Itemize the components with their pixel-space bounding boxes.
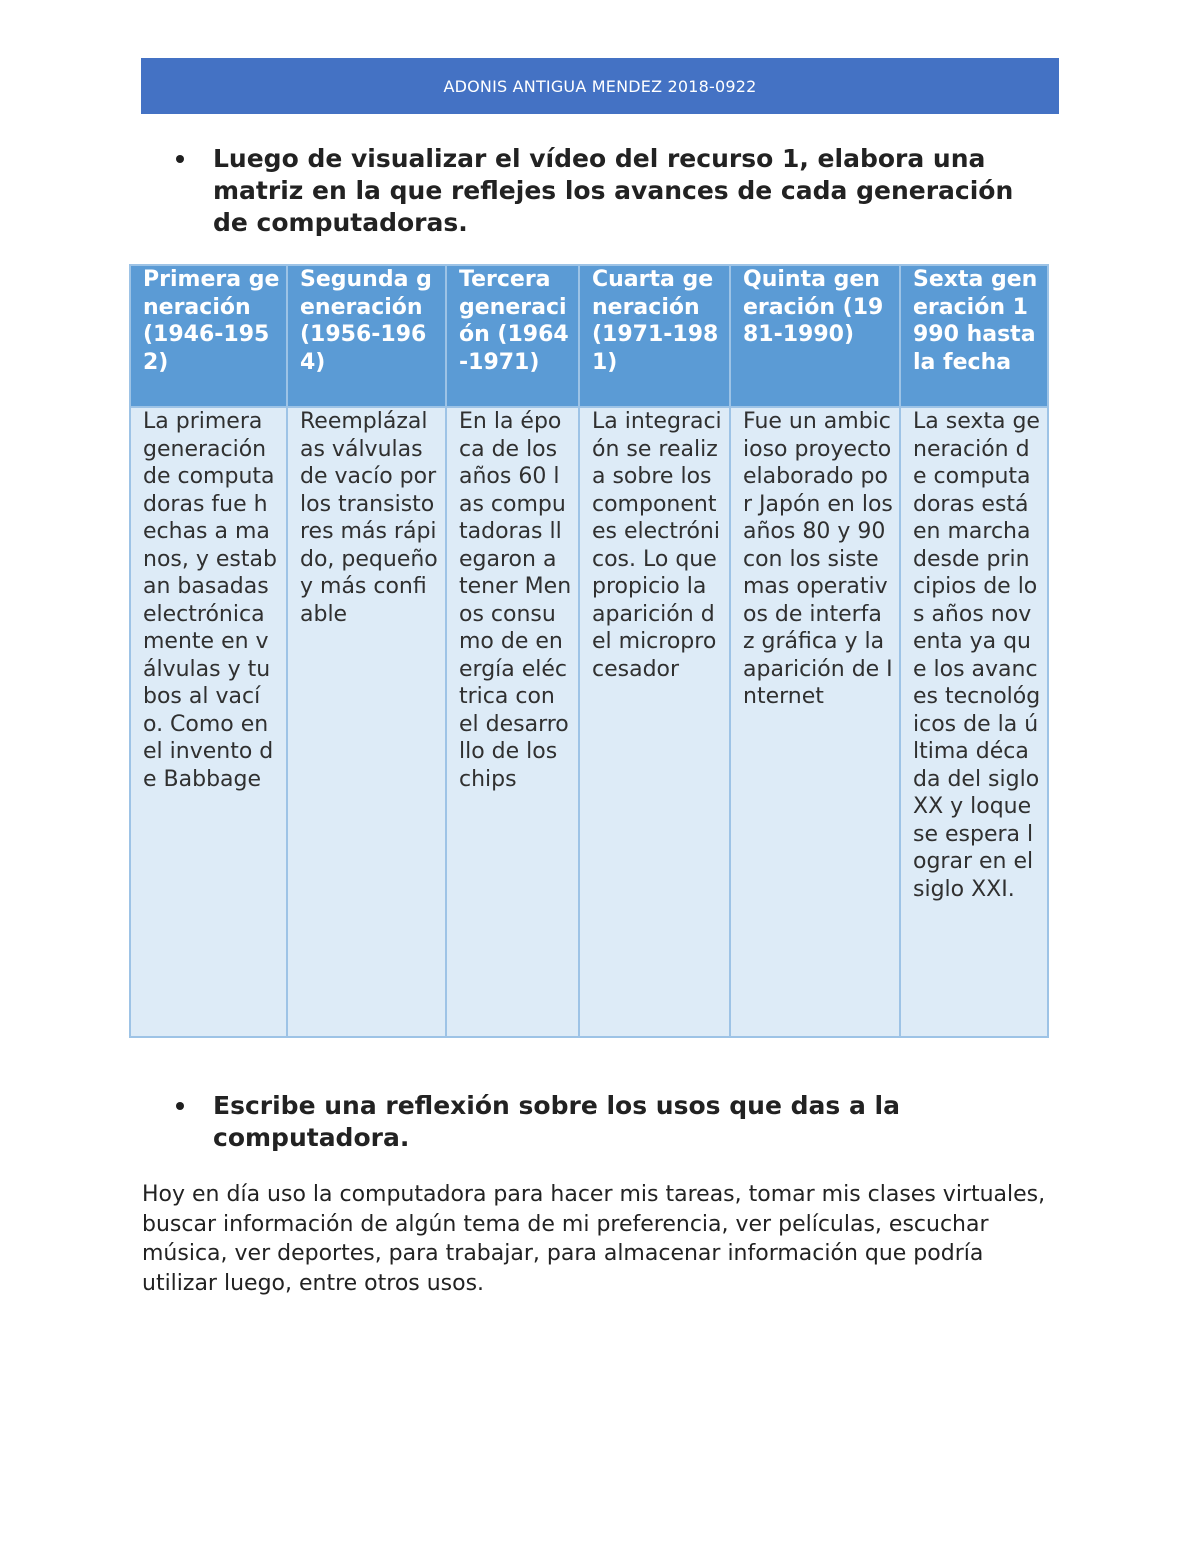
header-sixth-generation: Sexta generación 1990 hasta la fecha <box>900 265 1048 407</box>
cell-first-generation: La primera generación de computadoras fue hechas a manos, y estaban basadas electrónicamente en válvulas y tubos al vacío. Como en el invento de Babbage <box>130 407 287 1037</box>
bullet-icon <box>176 155 184 163</box>
matrix-header-row <box>130 265 1048 407</box>
header-third-generation: Tercera generación (1964-1971) <box>446 265 579 407</box>
cell-fifth-generation: Fue un ambicioso proyecto elaborado por Japón en los años 80 y 90 con los sistemas operativos de interfaz gráfica y la aparición de Internet <box>730 407 900 1037</box>
header-fifth-generation: Quinta generación (1981-1990) <box>730 265 900 407</box>
generations-matrix <box>129 264 1049 1038</box>
cell-fourth-generation: La integración se realiza sobre los componentes electrónicos. Lo que propicio la aparición del microprocesador <box>579 407 730 1037</box>
cell-second-generation: Reemplázalas válvulas de vacío por los transistores más rápido, pequeño y más confiable <box>287 407 446 1037</box>
header-first-generation: Primera generación (1946-1952) <box>130 265 287 407</box>
matrix-body-row <box>130 407 1048 1037</box>
instruction-matrix <box>176 143 1036 239</box>
instruction-text-reflection: Escribe una reflexión sobre los usos que das a la computadora. <box>213 1091 900 1152</box>
header-fourth-generation: Cuarta generación (1971-1981) <box>579 265 730 407</box>
author-name-id: ADONIS ANTIGUA MENDEZ 2018-0922 <box>443 76 757 96</box>
instruction-text-matrix: Luego de visualizar el vídeo del recurso 1, elabora una matriz en la que reflejes los avances de cada generación de computadoras. <box>213 144 1014 237</box>
instruction-reflection <box>176 1090 1036 1154</box>
header-second-generation: Segunda generación (1956-1964) <box>287 265 446 407</box>
bullet-icon <box>176 1102 184 1110</box>
cell-sixth-generation: La sexta generación de computadoras está en marcha desde principios de los años noventa ya que los avances tecnológicos de la última década del siglo XX y loque se espera lograr en el siglo XXI. <box>900 407 1048 1037</box>
reflection-paragraph: Hoy en día uso la computadora para hacer mis tareas, tomar mis clases virtuales, buscar información de algún tema de mi preferencia, ver películas, escuchar música, ver deportes, para trabajar, para almacenar información que podría utilizar luego, entre otros usos. <box>142 1182 1046 1296</box>
header-banner <box>141 58 1059 114</box>
cell-third-generation: En la época de los años 60 las computadoras llegaron a tener Menos consumo de energía eléctrica con el desarrollo de los chips <box>446 407 579 1037</box>
